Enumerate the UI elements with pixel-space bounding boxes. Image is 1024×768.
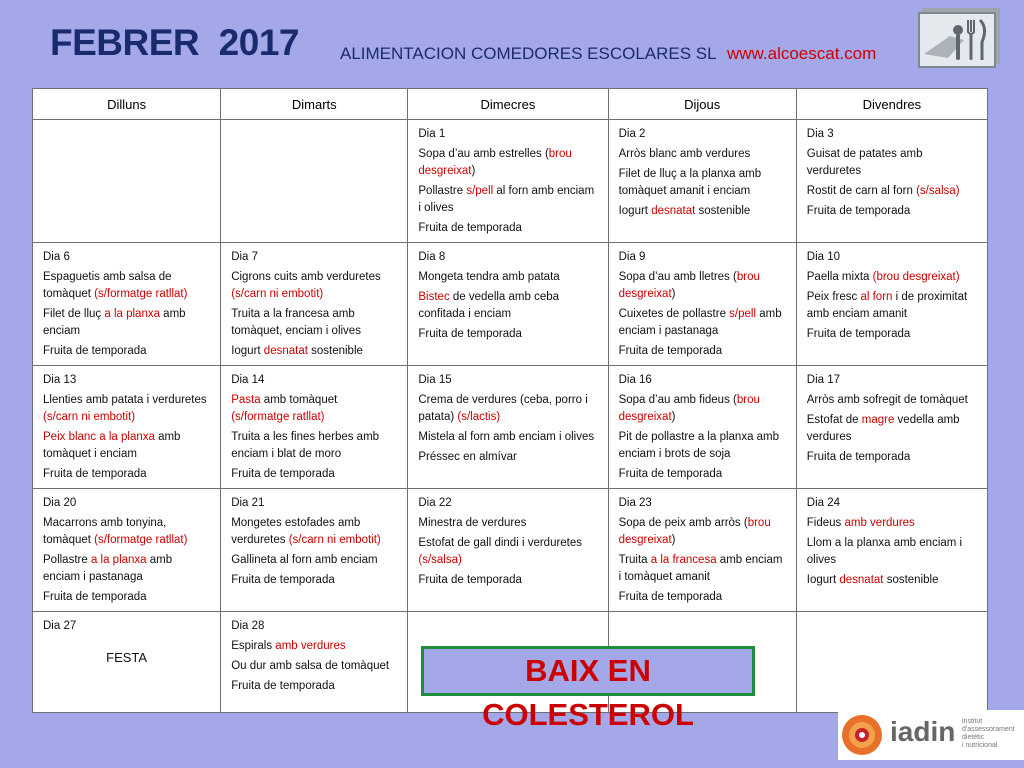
dish-text: Iogurt [806, 574, 840, 586]
day-cell [33, 489, 221, 612]
dish-line [619, 392, 786, 426]
low-cholesterol-banner: BAIX EN COLESTEROL [421, 646, 755, 696]
dish-line [807, 535, 977, 569]
day-cell [221, 366, 408, 489]
dish-note-highlight: al forn [860, 291, 893, 303]
dish-line [619, 269, 786, 303]
dish-note-highlight: (s/salsa) [916, 185, 960, 197]
day-cell [408, 243, 608, 366]
dish-text: al forn amb enciam i olives [418, 185, 595, 214]
holiday-label: FESTA [106, 650, 148, 665]
menu-table [32, 88, 988, 713]
day-cell [33, 612, 221, 713]
dish-note-highlight: Pasta [231, 394, 261, 406]
dish-text: Llom a la planxa amb enciam i olives [806, 537, 963, 566]
dish-line [807, 572, 977, 589]
dish-line [43, 552, 210, 586]
iadin-subtitle-line: d'assessorament [962, 726, 1015, 733]
dish-line [418, 146, 597, 180]
dish-line [619, 203, 786, 220]
dish-text: Fruita de temporada [806, 451, 911, 463]
dish-line [619, 515, 786, 549]
dish-text: i de proximitat amb enciam amanit [806, 291, 968, 320]
dish-line [619, 166, 786, 200]
dish-line [619, 146, 786, 163]
day-number: Dia 14 [231, 374, 265, 386]
day-number: Dia 10 [806, 251, 841, 263]
dish-note-highlight: Peix blanc a la planxa [43, 431, 155, 443]
day-number: Dia 20 [43, 497, 77, 509]
dish-text: Cuixetes de pollastre [618, 308, 730, 320]
dish-text: Pollastre [418, 185, 467, 197]
cutlery-logo-icon [918, 12, 996, 68]
dish-line [807, 269, 977, 286]
dish-note-highlight: (s/carn ni embotit) [288, 534, 381, 546]
dish-text: vedella amb verdures [806, 414, 960, 443]
dish-line [43, 589, 210, 606]
dish-text: Crema de verdures (ceba, porro i patata) [418, 394, 588, 423]
dish-line [231, 466, 397, 483]
weekday-header: Dimarts [221, 89, 408, 120]
dish-text: Macarrons amb tonyina, tomàquet [43, 517, 167, 546]
dish-line [418, 572, 597, 589]
dish-line [231, 515, 397, 549]
iadin-subtitle-line: institut [962, 718, 983, 725]
dish-text: de vedella amb ceba confitada i enciam [418, 291, 560, 320]
day-cell [608, 243, 796, 366]
dish-text: amb enciam i pastanaga [618, 308, 782, 337]
dish-text: Minestra de verdures [418, 517, 527, 529]
dish-text: Iogurt [618, 205, 652, 217]
dish-line [43, 269, 210, 303]
dish-note-highlight: (s/lactis) [457, 411, 501, 423]
dish-text: Arròs amb sofregit de tomàquet [806, 394, 968, 406]
dish-line [43, 515, 210, 549]
weekday-header: Divendres [796, 89, 987, 120]
dish-note-highlight: (s/salsa) [418, 554, 462, 566]
dish-text: Fruita de temporada [43, 345, 147, 357]
dish-line [231, 638, 397, 655]
day-cell [33, 120, 221, 243]
day-number: Dia 15 [418, 374, 452, 386]
dish-line [418, 183, 597, 217]
week-row [33, 120, 988, 243]
dish-line [231, 392, 397, 426]
dish-text: Fruita de temporada [231, 574, 335, 586]
dish-text: Espirals [231, 640, 276, 652]
day-cell [33, 243, 221, 366]
dish-line [418, 515, 597, 532]
dish-line [43, 429, 210, 463]
dish-line [418, 429, 597, 446]
dish-text: Fruita de temporada [806, 328, 911, 340]
dish-text: Sopa d’au amb fideus ( [618, 394, 737, 406]
dish-text: amb enciam i pastanaga [43, 554, 173, 583]
dish-text: Pollastre [43, 554, 91, 566]
dish-note-highlight: brou desgreixat [618, 394, 760, 423]
dish-text: Mongeta tendra amb patata [418, 271, 560, 283]
dish-note-highlight: (s/formatge ratllat) [231, 411, 325, 423]
dish-note-highlight: s/pell [729, 308, 757, 320]
dish-text: ) [671, 534, 676, 546]
weekday-header-row [33, 89, 988, 120]
dish-text: Fruita de temporada [806, 205, 911, 217]
dish-text: Peix fresc [806, 291, 861, 303]
dish-note-highlight: a la francesa [650, 554, 717, 566]
dish-line [418, 326, 597, 343]
dish-text: Espaguetis amb salsa de tomàquet [43, 271, 172, 300]
dish-line [807, 326, 977, 343]
day-cell [408, 366, 608, 489]
iadin-subtitle [962, 718, 1015, 750]
dish-text: sostenible [307, 345, 363, 357]
dish-text: amb enciam i tomàquet amanit [618, 554, 783, 583]
iadin-subtitle-line: dietètic [962, 734, 985, 741]
dish-note-highlight: brou desgreixat [418, 148, 572, 177]
dish-line [418, 535, 597, 569]
day-number: Dia 1 [418, 128, 446, 140]
day-cell [408, 489, 608, 612]
day-number: Dia 6 [43, 251, 70, 263]
dish-text: Préssec en almívar [418, 451, 517, 463]
dish-text: Paella mixta [806, 271, 873, 283]
dish-text: ) [671, 288, 676, 300]
dish-line [619, 306, 786, 340]
dish-line [807, 412, 977, 446]
day-number: Dia 17 [806, 374, 841, 386]
dish-line [231, 306, 397, 340]
dish-line [418, 269, 597, 286]
dish-text: Mistela al forn amb enciam i olives [418, 431, 595, 443]
dish-line [231, 658, 397, 675]
dish-text: Sopa de peix amb arròs ( [618, 517, 748, 529]
weekday-header: Dilluns [33, 89, 221, 120]
dish-text: amb tomàquet i enciam [43, 431, 181, 460]
dish-text: Fruita de temporada [231, 680, 335, 692]
dish-text: Guisat de patates amb verduretes [806, 148, 923, 177]
dish-text: Mongetes estofades amb verduretes [231, 517, 361, 546]
dish-line [231, 572, 397, 589]
dish-line [43, 306, 210, 340]
day-cell [796, 243, 987, 366]
dish-line [807, 449, 977, 466]
dish-text: Estofat de gall dindi i verduretes [418, 537, 583, 549]
dish-text: Fruita de temporada [618, 345, 723, 357]
day-cell [796, 366, 987, 489]
dish-text: Filet de lluç a la planxa amb tomàquet amanit i enciam [618, 168, 762, 197]
dish-note-highlight: magre [861, 414, 895, 426]
page-title: FEBRER 2017 [50, 22, 299, 63]
dish-note-highlight: s/pell [466, 185, 494, 197]
dish-line [807, 183, 977, 200]
dish-line [619, 429, 786, 463]
day-cell [608, 489, 796, 612]
dish-text: sostenible [883, 574, 939, 586]
dish-text: Estofat de [806, 414, 862, 426]
dish-note-highlight: (s/formatge ratllat) [94, 288, 188, 300]
dish-line [619, 466, 786, 483]
dish-text: ) [671, 411, 676, 423]
day-number: Dia 16 [618, 374, 652, 386]
dish-note-highlight: (s/formatge ratllat) [94, 534, 188, 546]
dish-text: Sopa d’au amb lletres ( [618, 271, 737, 283]
dish-note-highlight: (brou desgreixat) [872, 271, 960, 283]
dish-note-highlight: Bistec [418, 291, 450, 303]
day-cell [221, 120, 408, 243]
dish-line [807, 203, 977, 220]
dish-note-highlight: brou desgreixat [618, 517, 771, 546]
dish-text: Truita a les fines herbes amb enciam i blat de moro [231, 431, 380, 460]
dish-line [43, 392, 210, 426]
weekday-header: Dimecres [408, 89, 608, 120]
dish-line [231, 678, 397, 695]
day-number: Dia 3 [806, 128, 834, 140]
dish-text: sostenible [695, 205, 751, 217]
day-number: Dia 2 [618, 128, 646, 140]
dish-text: Fruita de temporada [43, 468, 147, 480]
dish-text: ) [471, 165, 476, 177]
iadin-logo-icon [838, 710, 1024, 760]
dish-line [619, 552, 786, 586]
dish-text: Truita [618, 554, 651, 566]
iadin-subtitle-line: i nutricional [962, 742, 998, 749]
week-row [33, 366, 988, 489]
day-number: Dia 9 [618, 251, 646, 263]
dish-text: amb tomàquet [260, 394, 338, 406]
website-link[interactable]: www.alcoescat.com [727, 44, 877, 63]
day-cell [796, 612, 987, 713]
day-number: Dia 21 [231, 497, 265, 509]
dish-line [418, 289, 597, 323]
day-number: Dia 22 [418, 497, 452, 509]
day-cell [796, 489, 987, 612]
day-cell [221, 243, 408, 366]
dish-text: Sopa d’au amb estrelles ( [418, 148, 549, 160]
day-number: Dia 8 [418, 251, 446, 263]
dish-text: Fideus [806, 517, 845, 529]
weekday-header: Dijous [608, 89, 796, 120]
dish-note-highlight: a la planxa [90, 554, 147, 566]
day-cell [608, 120, 796, 243]
dish-text: Pit de pollastre a la planxa amb enciam i brots de soja [618, 431, 780, 460]
day-cell [796, 120, 987, 243]
day-number: Dia 28 [231, 620, 265, 632]
day-number: Dia 7 [231, 251, 259, 263]
dish-text: Fruita de temporada [418, 328, 522, 340]
dish-line [231, 429, 397, 463]
dish-text: Cigrons cuits amb verduretes [231, 271, 381, 283]
dish-line [231, 343, 397, 360]
dish-text: Fruita de temporada [618, 591, 723, 603]
dish-line [418, 449, 597, 466]
company-name: ALIMENTACION COMEDORES ESCOLARES SL [340, 44, 717, 63]
dish-line [231, 269, 397, 303]
dish-line [807, 515, 977, 532]
dish-note-highlight: (s/carn ni embotit) [43, 411, 136, 423]
dish-line [619, 343, 786, 360]
day-cell [608, 366, 796, 489]
day-cell [221, 612, 408, 713]
iadin-wordmark: iadin [890, 716, 956, 747]
dish-text: Fruita de temporada [231, 468, 335, 480]
dish-line [807, 289, 977, 323]
day-cell [33, 366, 221, 489]
dish-text: amb enciam [43, 308, 186, 337]
dish-line [418, 392, 597, 426]
dish-note-highlight: desnatat [839, 574, 884, 586]
dish-line [807, 392, 977, 409]
dish-text: Fruita de temporada [618, 468, 723, 480]
week-row [33, 489, 988, 612]
dish-text: Fruita de temporada [43, 591, 147, 603]
day-number: Dia 27 [43, 620, 77, 632]
dish-note-highlight: desnatat [263, 345, 308, 357]
dish-text: Truita a la francesa amb tomàquet, enciam i olives [231, 308, 361, 337]
day-number: Dia 24 [806, 497, 841, 509]
dish-text: Llenties amb patata i verduretes [43, 394, 207, 406]
dish-note-highlight: brou desgreixat [618, 271, 760, 300]
dish-line [231, 552, 397, 569]
dish-text: Rostit de carn al forn [806, 185, 917, 197]
dish-text: Fruita de temporada [418, 574, 522, 586]
dish-note-highlight: a la planxa [104, 308, 160, 320]
day-number: Dia 13 [43, 374, 77, 386]
week-row [33, 243, 988, 366]
dish-line [807, 146, 977, 180]
dish-line [43, 343, 210, 360]
dish-text: Fruita de temporada [418, 222, 522, 234]
dish-line [43, 466, 210, 483]
dish-note-highlight: (s/carn ni embotit) [231, 288, 324, 300]
dish-note-highlight: desnatat [651, 205, 696, 217]
day-number: Dia 23 [618, 497, 652, 509]
dish-text: Iogurt [231, 345, 264, 357]
dish-note-highlight: amb verdures [844, 517, 915, 529]
dish-note-highlight: amb verdures [275, 640, 346, 652]
dish-text: Arròs blanc amb verdures [618, 148, 751, 160]
dish-text: Ou dur amb salsa de tomàquet [231, 660, 390, 672]
day-cell [221, 489, 408, 612]
dish-text: Filet de lluç [43, 308, 105, 320]
dish-line [619, 589, 786, 606]
day-cell [408, 120, 608, 243]
dish-text: Gallineta al forn amb enciam [231, 554, 378, 566]
dish-line [418, 220, 597, 237]
